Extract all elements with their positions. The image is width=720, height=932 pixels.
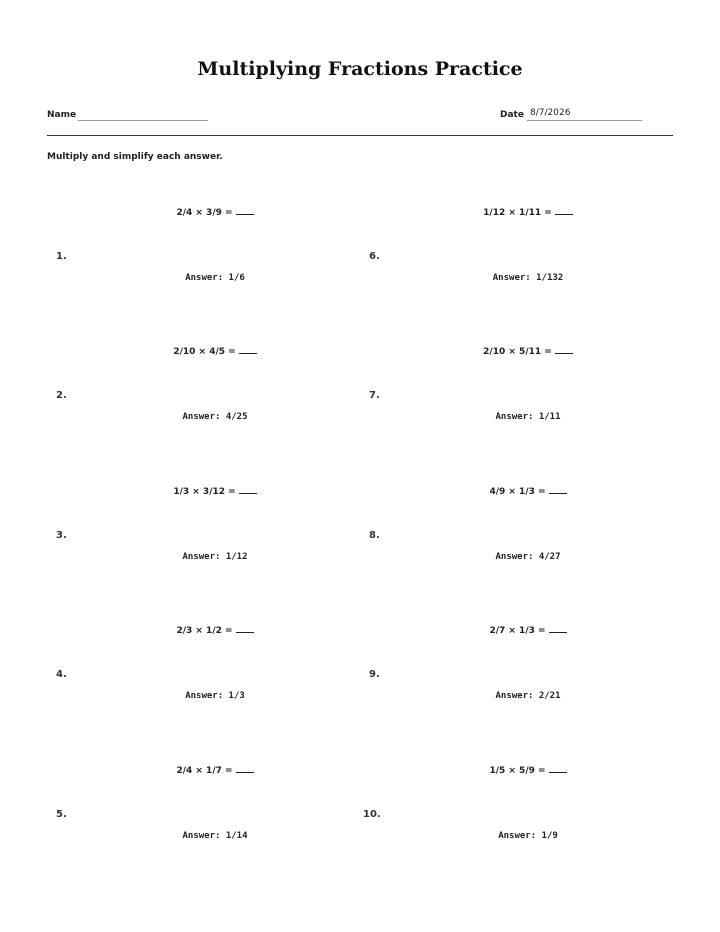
answer-blank[interactable]: [555, 345, 573, 354]
name-label: Name: [47, 110, 77, 120]
problem-answer: Answer: 4/27: [495, 552, 561, 562]
answer-blank[interactable]: [555, 206, 573, 215]
answer-blank[interactable]: [236, 624, 254, 633]
date-label: Date: [500, 110, 524, 120]
problem-number: 7.: [369, 390, 380, 401]
problem-2: [45, 345, 345, 475]
answer-blank[interactable]: [236, 764, 254, 773]
problem-5: [45, 764, 345, 894]
problem-expression: 2/4 × 1/7 =: [45, 764, 385, 776]
problem-4: [45, 624, 345, 754]
problem-number: 5.: [56, 809, 67, 820]
problem-8: [358, 485, 658, 615]
problem-answer: Answer: 1/3: [185, 691, 245, 701]
answer-blank[interactable]: [549, 764, 567, 773]
answer-blank[interactable]: [549, 624, 567, 633]
problem-expression: 2/10 × 4/5 =: [45, 345, 385, 357]
header-divider: [47, 135, 673, 136]
problem-answer: Answer: 1/132: [492, 273, 564, 283]
problem-answer: Answer: 1/9: [498, 831, 558, 841]
problem-expression: 2/7 × 1/3 =: [358, 624, 698, 636]
answer-blank[interactable]: [239, 345, 257, 354]
date-field[interactable]: [527, 120, 642, 121]
problem-1: [45, 206, 345, 336]
page-title: Multiplying Fractions Practice: [197, 58, 523, 80]
problem-number: 4.: [56, 669, 67, 680]
answer-blank[interactable]: [236, 206, 254, 215]
date-value: 8/7/2026: [530, 108, 571, 118]
problem-9: [358, 624, 658, 754]
problem-expression: 2/4 × 3/9 =: [45, 206, 385, 218]
problem-expression: 2/10 × 5/11 =: [358, 345, 698, 357]
problem-answer: Answer: 1/11: [495, 412, 561, 422]
problem-6: [358, 206, 658, 336]
problem-expression: 1/3 × 3/12 =: [45, 485, 385, 497]
problem-number: 8.: [369, 530, 380, 541]
problem-answer: Answer: 1/14: [182, 831, 248, 841]
problem-3: [45, 485, 345, 615]
instructions: Multiply and simplify each answer.: [47, 152, 223, 162]
problem-number: 6.: [369, 251, 380, 262]
problem-answer: Answer: 1/6: [185, 273, 245, 283]
problem-answer: Answer: 2/21: [495, 691, 561, 701]
problem-number: 2.: [56, 390, 67, 401]
problem-expression: 4/9 × 1/3 =: [358, 485, 698, 497]
problem-7: [358, 345, 658, 475]
problem-expression: 2/3 × 1/2 =: [45, 624, 385, 636]
problem-number: 1.: [56, 251, 67, 262]
problem-number: 9.: [369, 669, 380, 680]
problem-number: 3.: [56, 530, 67, 541]
problem-10: [358, 764, 658, 894]
problem-answer: Answer: 1/12: [182, 552, 248, 562]
answer-blank[interactable]: [239, 485, 257, 494]
name-field[interactable]: [78, 120, 208, 121]
problem-number: 10.: [363, 809, 381, 820]
answer-blank[interactable]: [549, 485, 567, 494]
problem-answer: Answer: 4/25: [182, 412, 248, 422]
problem-expression: 1/12 × 1/11 =: [358, 206, 698, 218]
problem-expression: 1/5 × 5/9 =: [358, 764, 698, 776]
